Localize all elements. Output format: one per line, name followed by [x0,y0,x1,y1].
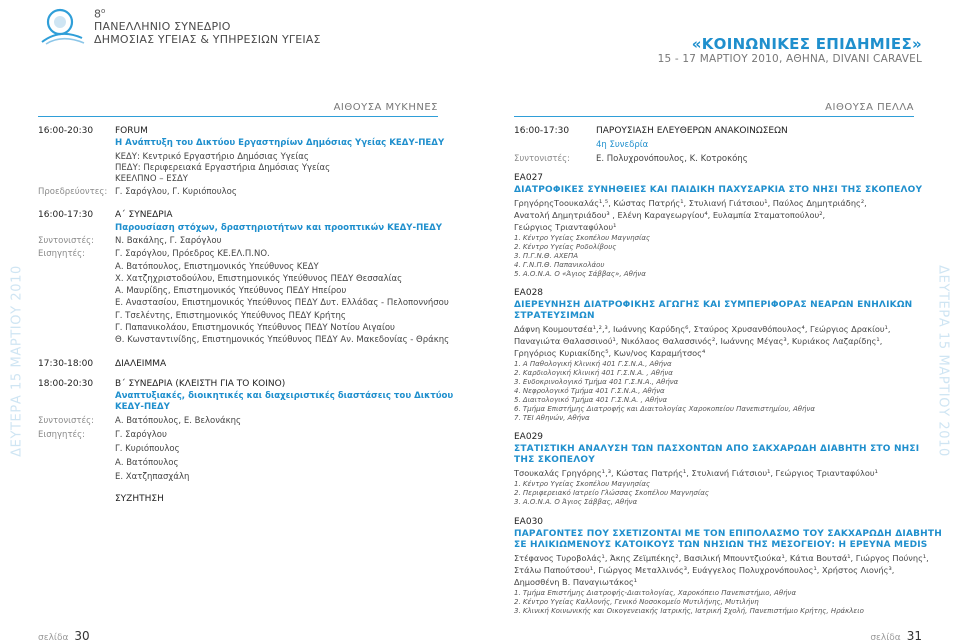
paper-title: ΣΤΡΑΤΕΥΣΙΜΩΝ [514,311,595,321]
s3-coord: Α. Βατόπουλος, Ε. Βελονάκης [115,416,241,426]
paper-authors: Γεώργιος Τριανταφύλου¹ [514,222,617,232]
s2-type: Α΄ ΣΥΝΕΔΡΙΑ [115,210,173,220]
speaker: Α. Βατόπουλος, Επιστημονικός Υπεύθυνος ΚΕΔΥ [115,262,319,272]
speaker: Γ. Παπανικολάου, Επιστημονικός Υπεύθυνος ΠΕΔΥ Νοτίου Αιγαίου [115,323,395,333]
paper-affil: 2. Κέντρο Υγείας Ροδολίβους [514,243,617,251]
congress-dates: 15 - 17 ΜΑΡΤΙΟΥ 2010, ΑΘΗΝΑ, DIVANI CARAVEL [657,53,922,65]
paper-affil: 4. Γ.Ν.Π.Θ. Παπανικολάου [514,261,605,269]
hall-header-right: ΑΙΘΟΥΣΑ ΠΕΛΛΑ [514,103,914,117]
chairs-label: Προεδρεύοντες: [38,187,108,197]
s3-time: 18:00-20:30 [38,379,94,389]
r-coord: Ε. Πολυχρονόπουλος, Κ. Κοτροκόης [596,154,748,164]
discussion-label: ΣΥΖΗΤΗΣΗ [115,494,164,504]
paper-affil: 1. Α Παθολογική Κλινική 401 Γ.Σ.Ν.Α., Αθήνα [514,360,672,368]
break-label: ΔΙΑΛΕΙΜΜΑ [115,359,167,369]
speaker: Α. Μαυρίδης, Επιστημονικός Υπεύθυνος ΠΕΔΥ Ηπείρου [115,286,347,296]
s3-type: Β΄ ΣΥΝΕΔΡΙΑ (ΚΛΕΙΣΤΗ ΓΙΑ ΤΟ ΚΟΙΝΟ) [115,379,286,389]
paper-affil: 3. Ενδοκρινολογικό Τμήμα 401 Γ.Σ.Ν.Α., Αθήνα [514,378,679,386]
s2-title: Παρουσίαση στόχων, δραστηριοτήτων και προοπτικών ΚΕΔΥ-ΠΕΔΥ [115,223,443,233]
s1-desc: ΚΕΔΥ: Κεντρικό Εργαστήριο Δημόσιας Υγείας [115,152,309,162]
s1-desc: ΠΕΔΥ: Περιφερειακά Εργαστήρια Δημόσιας Υγείας [115,163,331,173]
paper-affil: 3. Π.Γ.Ν.Θ. ΑΧΕΠΑ [514,252,578,260]
r-time: 16:00-17:30 [514,126,570,136]
speaker: Ε. Αναστασίου, Επιστημονικός Υπεύθυνος ΠΕΔΥ Δυτ. Ελλάδας - Πελοποννήσου [115,298,449,308]
paper-authors: ΓρηγόρηςΤοουκαλάς¹,⁵, Κώστας Πατρής¹, Στυλιανή Γιάτσιου¹, Παύλος Δημητριάδης², [514,198,867,208]
paper-affil: 1. Κέντρο Υγείας Σκοπέλου Μαγνησίας [514,480,651,488]
paper-affil: 2. Περιφερειακό Ιατρείο Γλώσσας Σκοπέλου Μαγνησίας [514,489,709,497]
paper-title: ΔΙΕΡΕΥΝΗΣΗ ΔΙΑΤΡΟΦΙΚΗΣ ΑΓΩΓΗΣ ΚΑΙ ΣΥΜΠΕΡΙΦΟΡΑΣ ΝΕΑΡΩΝ ΕΝΗΛΙΚΩΝ [514,300,913,310]
break-time: 17:30-18:00 [38,359,94,369]
paper-code: ΕΑ027 [514,173,544,183]
paper-affil: 1. Κέντρο Υγείας Σκοπέλου Μαγνησίας [514,234,651,242]
congress-name-line1: ΠΑΝΕΛΛΗΝΙΟ ΣΥΝΕΔΡΙΟ [94,20,231,33]
congress-title: «ΚΟΙΝΩΝΙΚΕΣ ΕΠΙΔΗΜΙΕΣ» [691,35,922,53]
coord-label: Συντονιστές: [38,236,94,246]
paper-code: ΕΑ029 [514,432,544,442]
s1-type: FORUM [115,126,148,136]
paper-authors: Γρηγόριος Κυριακίδης⁵, Κων/νος Καραμήτσος⁴ [514,348,706,358]
paper-affil: 7. ΤΕΙ Αθηνών, Αθήνα [514,414,590,422]
paper-authors: Στέφανος Τυροβολάς¹, Άκης Ζεϊμπέκης², Βασιλική Μπουντζιούκα¹, Κάτια Βουτσά¹, Γιώργος Πούνης¹, [514,553,929,563]
paper-affil: 5. Α.Ο.Ν.Α. Ο «Άγιος Σάββας», Αθήνα [514,270,646,278]
coord-label: Συντονιστές: [514,154,570,164]
congress-name-line2: ΔΗΜΟΣΙΑΣ ΥΓΕΙΑΣ & ΥΠΗΡΕΣΙΩΝ ΥΓΕΙΑΣ [94,33,321,46]
paper-title: ΤΗΣ ΣΚΟΠΕΛΟΥ [514,455,595,465]
speakers-label: Εισηγητές: [38,430,86,440]
paper-title: ΔΙΑΤΡΟΦΙΚΕΣ ΣΥΝΗΘΕΙΕΣ ΚΑΙ ΠΑΙΔΙΚΗ ΠΑΧΥΣΑΡΚΙΑ ΣΤΟ ΝΗΣΙ ΤΗΣ ΣΚΟΠΕΛΟΥ [514,185,923,195]
paper-code: ΕΑ030 [514,517,544,527]
paper-affil: 1. Τμήμα Επιστήμης Διατροφής-Διαιτολογίας, Χαροκόπειο Πανεπιστήμιο, Αθήνα [514,589,797,597]
s3-title: Αναπτυξιακές, διοικητικές και διαχειριστικές διαστάσεις του Δικτύου [115,391,454,401]
paper-authors: Στάλω Παπούτσου¹, Γιώργος Μεταλλινός³, Ευάγγελος Πολυχρονόπουλος¹, Χρήστος Λιονής³, [514,565,895,575]
day-side-label-left: ΔΕΥΤΕΡΑ 15 ΜΑΡΤΙΟΥ 2010 [9,264,25,457]
speaker: Γ. Σαρόγλου, Πρόεδρος ΚΕ.ΕΛ.Π.ΝΟ. [115,249,270,259]
speaker: Γ. Τσελέντης, Επιστημονικός Υπεύθυνος ΠΕΔΥ Κρήτης [115,311,346,321]
speaker: Γ. Κυριόπουλος [115,444,180,454]
paper-affil: 3. Α.Ο.Ν.Α. Ο Άγιος Σάββας, Αθήνα [514,498,638,506]
s3-title: ΚΕΔΥ-ΠΕΔΥ [115,402,170,412]
paper-authors: Ανατολή Δημητριάδου³ , Ελένη Καραγεωργίου⁴, Ευλαμπία Σταματοπούλου², [514,210,826,220]
day-side-label-right: ΔΕΥΤΕΡΑ 15 ΜΑΡΤΙΟΥ 2010 [935,264,951,457]
paper-title: ΠΑΡΑΓΟΝΤΕΣ ΠΟΥ ΣΧΕΤΙΖΟΝΤΑΙ ΜΕ ΤΟΝ ΕΠΙΠΟΛΑΣΜΟ ΤΟΥ ΣΑΚΧΑΡΩΔΗ ΔΙΑΒΗΤΗ [514,529,942,539]
s1-desc: ΚΕΕΛΠΝΟ – ΕΣΔΥ [115,174,188,184]
s1-time: 16:00-20:30 [38,126,94,136]
speaker: Ε. Χατζηπασχάλη [115,472,190,482]
coord-label: Συντονιστές: [38,416,94,426]
paper-affil: 3. Κλινική Κοινωνικής και Οικογενειακής Ιατρικής, Ιατρική Σχολή, Πανεπιστήμιο Κρήτης, Ηράκλειο [514,607,864,615]
speaker: Γ. Σαρόγλου [115,430,167,440]
r-session: ΠΑΡΟΥΣΙΑΣΗ ΕΛΕΥΘΕΡΩΝ ΑΝΑΚΟΙΝΩΣΕΩΝ [596,126,788,136]
speaker: Θ. Κωνσταντινίδης, Επιστημονικός Υπεύθυνος ΠΕΔΥ Αν. Μακεδονίας - Θράκης [115,335,450,345]
speaker: Α. Βατόπουλος [115,458,179,468]
paper-affil: 6. Τμήμα Επιστήμης Διατροφής και Διαιτολογίας Χαροκοπείου Πανεπιστημίου, Αθήνα [514,405,815,413]
congress-logo [38,6,88,46]
paper-affil: 4. Νεφρολογικό Τμήμα 401 Γ.Σ.Ν.Α., Αθήνα [514,387,665,395]
speakers-label: Εισηγητές: [38,249,86,259]
paper-authors: Δημοσθένη Β. Παναγιωτάκος¹ [514,577,638,587]
paper-title: ΣΤΑΤΙΣΤΙΚΗ ΑΝΑΛΥΣΗ ΤΩΝ ΠΑΣΧΟΝΤΩΝ ΑΠΟ ΣΑΚΧΑΡΩΔΗ ΔΙΑΒΗΤΗ ΣΤΟ ΝΗΣΙ [514,444,920,454]
r-session-sub: 4η Συνεδρία [596,140,649,150]
paper-affil: 5. Διαιτολογικό Τμήμα 401 Γ.Σ.Ν.Α. , Αθήνα [514,396,668,404]
page-number-right: σελίδα 31 [870,629,922,643]
paper-affil: 2. Κέντρο Υγείας Καλλονής, Γενικό Νοσοκομείο Μυτιλήνης, Μυτιλήνη [514,598,759,606]
paper-authors: Τσουκαλάς Γρηγόρης¹,³, Κώστας Πατρής¹, Στυλιανή Γιάτσιου¹, Γεώργιος Τριανταφύλου¹ [514,468,878,478]
s2-coord: Ν. Βακάλης, Γ. Σαρόγλου [115,236,222,246]
hall-header-left: ΑΙΘΟΥΣΑ ΜΥΚΗΝΕΣ [38,103,438,117]
paper-authors: Παναγιώτα Θαλασσινού¹, Νικόλαος Θαλασσινός², Ιωάννης Μέγας³, Κυριάκος Λαζαρίδης¹, [514,336,883,346]
paper-affil: 2. Καρδιολογική Κλινική 401 Γ.Σ.Ν.Α. , Αθήνα [514,369,673,377]
page-number-left: σελίδα 30 [38,629,90,643]
speaker: Χ. Χατζηχριστοδούλου, Επιστημονικός Υπεύθυνος ΠΕΔΥ Θεσσαλίας [115,274,403,284]
paper-authors: Δάφνη Κουμουτσέα¹,²,³, Ιωάννης Καρύδης⁶, Σταύρος Χρυσανθόπουλος⁴, Γεώργιος Δρακίου¹, [514,324,891,334]
s1-title: Η Ανάπτυξη του Δικτύου Εργαστηρίων Δημόσιας Υγείας ΚΕΔΥ-ΠΕΔΥ [115,138,445,148]
s2-time: 16:00-17:30 [38,210,94,220]
paper-code: ΕΑ028 [514,288,544,298]
paper-title: ΣΕ ΗΛΙΚΙΩΜΕΝΟΥΣ ΚΑΤΟΙΚΟΥΣ ΤΩΝ ΝΗΣΙΩΝ ΤΗΣ ΜΕΣΟΓΕΙΟΥ: Η ΕΡΕΥΝΑ MEDIS [514,540,928,550]
s1-chairs: Γ. Σαρόγλου, Γ. Κυριόπουλος [115,187,237,197]
edition-number: $8^o$ [94,7,106,21]
